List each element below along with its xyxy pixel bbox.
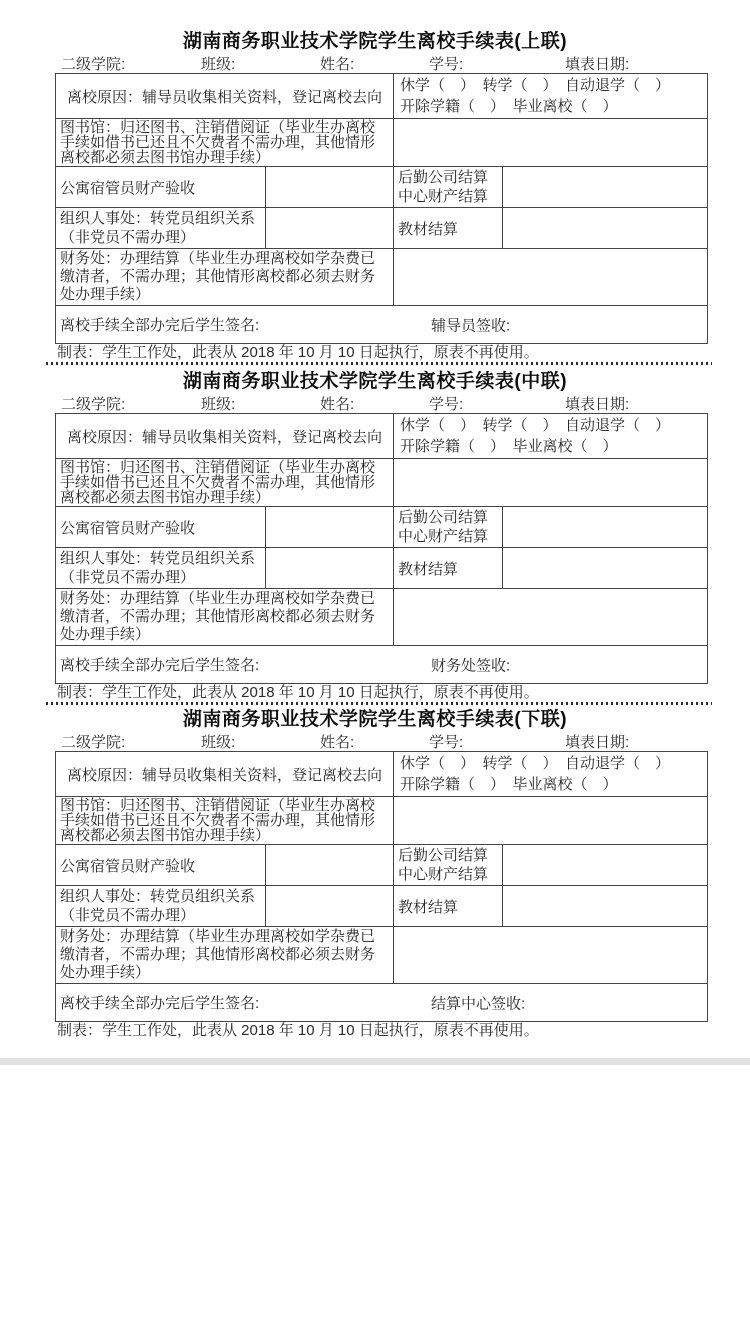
signature-row-cell xyxy=(56,984,708,1022)
textbook-sign-cell xyxy=(503,886,708,927)
textbook-sign-cell xyxy=(503,208,708,249)
logistics-cell: 后勤公司结算 中心财产结算 xyxy=(394,167,503,208)
logistics-cell: 后勤公司结算 中心财产结算 xyxy=(394,845,503,886)
receiver-sign-label: 辅导员签收: xyxy=(431,317,511,334)
form-section-upper xyxy=(0,26,750,365)
field-name: 姓名: xyxy=(320,734,355,751)
table-row xyxy=(56,797,708,845)
dorm-cell: 公寓宿管员财产验收 xyxy=(56,167,266,208)
footer-note: 制表：学生工作处，此表从 2018 年 10 月 10 日起执行，原表不再使用。 xyxy=(57,684,539,701)
table-row xyxy=(56,167,708,208)
logistics-sign-cell xyxy=(503,507,708,548)
field-student-id: 学号: xyxy=(429,396,464,413)
student-sign-label: 离校手续全部办完后学生签名: xyxy=(60,995,260,1012)
reason-option-line: 休学（ ） 转学（ ） 自动退学（ ） xyxy=(400,417,671,434)
library-cell: 图书馆：归还图书、注销借阅证（毕业生办离校 手续如借书已还且不欠费者不需办理，其他情形 离校都必须去图书馆办理手续） xyxy=(56,119,394,167)
hr-sign-cell xyxy=(266,886,394,927)
field-student-id: 学号: xyxy=(429,56,464,73)
table-row xyxy=(56,845,708,886)
library-sign-cell xyxy=(394,119,708,167)
hr-sign-cell xyxy=(266,208,394,249)
finance-sign-cell xyxy=(394,589,708,646)
receiver-sign-label: 结算中心签收: xyxy=(431,995,526,1012)
reason-option-line: 休学（ ） 转学（ ） 自动退学（ ） xyxy=(400,77,671,94)
reason-cell: 离校原因：辅导员收集相关资料，登记离校去向 xyxy=(56,752,394,797)
header-fields-row xyxy=(55,397,706,413)
textbook-cell: 教材结算 xyxy=(394,548,503,589)
dorm-sign-cell xyxy=(266,507,394,548)
library-sign-cell xyxy=(394,797,708,845)
finance-sign-cell xyxy=(394,927,708,984)
table-row xyxy=(56,927,708,984)
field-name: 姓名: xyxy=(320,56,355,73)
procedure-table xyxy=(55,751,708,1022)
reason-option-line: 开除学籍（ ） 毕业离校（ ） xyxy=(400,98,618,115)
reason-cell: 离校原因：辅导员收集相关资料，登记离校去向 xyxy=(56,414,394,459)
receiver-sign-label: 财务处签收: xyxy=(431,657,511,674)
table-row xyxy=(56,984,708,1022)
procedure-table xyxy=(55,413,708,684)
form-section-middle xyxy=(0,366,750,705)
dorm-sign-cell xyxy=(266,845,394,886)
table-row xyxy=(56,507,708,548)
student-sign-label: 离校手续全部办完后学生签名: xyxy=(60,657,260,674)
dorm-cell: 公寓宿管员财产验收 xyxy=(56,845,266,886)
signature-row-cell xyxy=(56,306,708,344)
reason-option-line: 休学（ ） 转学（ ） 自动退学（ ） xyxy=(400,755,671,772)
dorm-sign-cell xyxy=(266,167,394,208)
signature-row-cell xyxy=(56,646,708,684)
field-college: 二级学院: xyxy=(61,396,126,413)
cut-line xyxy=(46,362,712,365)
logistics-sign-cell xyxy=(503,167,708,208)
form-section-lower xyxy=(0,704,750,1038)
hr-cell: 组织人事处：转党员组织关系 （非党员不需办理） xyxy=(56,548,266,589)
section-title: 湖南商务职业技术学院学生离校手续表(下联) xyxy=(182,709,568,730)
field-name: 姓名: xyxy=(320,396,355,413)
table-row xyxy=(56,548,708,589)
hr-cell: 组织人事处：转党员组织关系 （非党员不需办理） xyxy=(56,208,266,249)
field-class: 班级: xyxy=(201,56,236,73)
field-college: 二级学院: xyxy=(61,734,126,751)
table-row xyxy=(56,208,708,249)
reason-options-cell xyxy=(394,414,708,459)
section-title: 湖南商务职业技术学院学生离校手续表(中联) xyxy=(182,371,568,392)
table-row xyxy=(56,306,708,344)
field-fill-date: 填表日期: xyxy=(565,56,630,73)
field-class: 班级: xyxy=(201,396,236,413)
library-sign-cell xyxy=(394,459,708,507)
dorm-cell: 公寓宿管员财产验收 xyxy=(56,507,266,548)
table-row xyxy=(56,459,708,507)
hr-sign-cell xyxy=(266,548,394,589)
footer-note: 制表：学生工作处，此表从 2018 年 10 月 10 日起执行，原表不再使用。 xyxy=(57,1022,539,1039)
finance-cell: 财务处：办理结算（毕业生办理离校如学杂费已 缴清者，不需办理；其他情形离校都必须去财务 处办理手续） xyxy=(56,589,394,646)
table-row xyxy=(56,74,708,119)
finance-cell: 财务处：办理结算（毕业生办理离校如学杂费已 缴清者，不需办理；其他情形离校都必须去财务 处办理手续） xyxy=(56,249,394,306)
finance-sign-cell xyxy=(394,249,708,306)
table-row xyxy=(56,886,708,927)
textbook-sign-cell xyxy=(503,548,708,589)
reason-options-cell xyxy=(394,752,708,797)
page-bottom-divider xyxy=(0,1058,750,1065)
header-fields-row xyxy=(55,57,706,73)
reason-cell: 离校原因：辅导员收集相关资料，登记离校去向 xyxy=(56,74,394,119)
footer-note: 制表：学生工作处，此表从 2018 年 10 月 10 日起执行，原表不再使用。 xyxy=(57,344,539,361)
field-class: 班级: xyxy=(201,734,236,751)
logistics-sign-cell xyxy=(503,845,708,886)
student-sign-label: 离校手续全部办完后学生签名: xyxy=(60,317,260,334)
reason-options-cell xyxy=(394,74,708,119)
field-fill-date: 填表日期: xyxy=(565,734,630,751)
logistics-cell: 后勤公司结算 中心财产结算 xyxy=(394,507,503,548)
field-fill-date: 填表日期: xyxy=(565,396,630,413)
section-title: 湖南商务职业技术学院学生离校手续表(上联) xyxy=(182,31,568,52)
hr-cell: 组织人事处：转党员组织关系 （非党员不需办理） xyxy=(56,886,266,927)
finance-cell: 财务处：办理结算（毕业生办理离校如学杂费已 缴清者，不需办理；其他情形离校都必须去财务 处办理手续） xyxy=(56,927,394,984)
textbook-cell: 教材结算 xyxy=(394,208,503,249)
table-row xyxy=(56,589,708,646)
table-row xyxy=(56,249,708,306)
table-row xyxy=(56,646,708,684)
reason-option-line: 开除学籍（ ） 毕业离校（ ） xyxy=(400,438,618,455)
table-row xyxy=(56,414,708,459)
procedure-table xyxy=(55,73,708,344)
field-student-id: 学号: xyxy=(429,734,464,751)
field-college: 二级学院: xyxy=(61,56,126,73)
reason-option-line: 开除学籍（ ） 毕业离校（ ） xyxy=(400,776,618,793)
header-fields-row xyxy=(55,735,706,751)
table-row xyxy=(56,752,708,797)
textbook-cell: 教材结算 xyxy=(394,886,503,927)
library-cell: 图书馆：归还图书、注销借阅证（毕业生办离校 手续如借书已还且不欠费者不需办理，其他情形 离校都必须去图书馆办理手续） xyxy=(56,459,394,507)
library-cell: 图书馆：归还图书、注销借阅证（毕业生办离校 手续如借书已还且不欠费者不需办理，其他情形 离校都必须去图书馆办理手续） xyxy=(56,797,394,845)
table-row xyxy=(56,119,708,167)
